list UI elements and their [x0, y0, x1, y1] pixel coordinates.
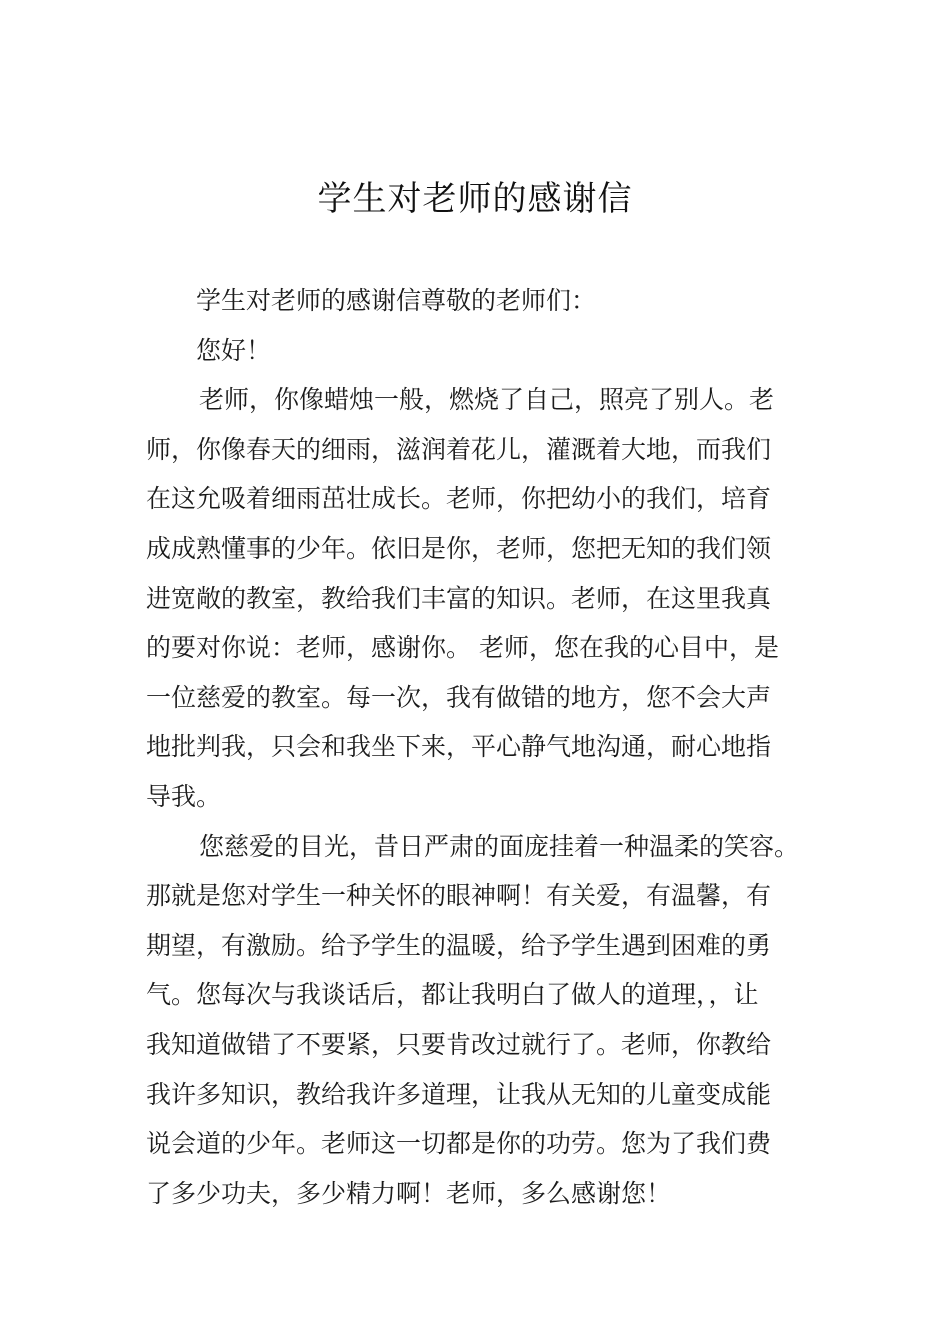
paragraph-1-line: 师，你像春天的细雨，滋润着花儿，灌溉着大地，而我们	[146, 434, 772, 464]
paragraph-1-line: 成成熟懂事的少年。依旧是你，老师，您把无知的我们领	[146, 533, 772, 563]
paragraph-1-line: 导我。	[146, 781, 222, 811]
paragraph-2-line: 那就是您对学生一种关怀的眼神啊！有关爱，有温馨，有	[146, 881, 772, 911]
paragraph-1-line: 一位慈爱的教室。每一次，我有做错的地方，您不会大声	[146, 682, 772, 712]
paragraph-1-line: 进宽敞的教室，教给我们丰富的知识。老师，在这里我真	[146, 583, 772, 613]
paragraph-2-line: 我知道做错了不要紧，只要肯改过就行了。老师，你教给	[146, 1029, 772, 1059]
letter-body	[146, 276, 806, 1218]
paragraph-2-line: 您慈爱的目光，昔日严肃的面庞挂着一种温柔的笑容。	[199, 831, 800, 861]
paragraph-2-line: 了多少功夫，多少精力啊！老师，多么感谢您！	[146, 1178, 672, 1208]
greeting-line: 您好！	[196, 335, 272, 365]
paragraph-2-line: 说会道的少年。老师这一切都是你的功劳。您为了我们费	[146, 1129, 772, 1159]
paragraph-2-line: 气。您每次与我谈话后，都让我明白了做人的道理，，让	[146, 980, 759, 1010]
paragraph-2-line: 我许多知识，教给我许多道理，让我从无知的儿童变成能	[146, 1079, 772, 1109]
paragraph-1-line: 在这允吸着细雨茁壮成长。老师，你把幼小的我们，培育	[146, 484, 772, 514]
paragraph-1-line: 地批判我，只会和我坐下来，平心静气地沟通，耐心地指	[146, 732, 772, 762]
paragraph-1-line: 的要对你说：老师，感谢你。 老师，您在我的心目中，是	[146, 633, 779, 663]
paragraph-2-line: 期望，有激励。给予学生的温暖，给予学生遇到困难的勇	[146, 930, 772, 960]
paragraph-1-line: 老师，你像蜡烛一般，燃烧了自己，照亮了别人。老	[199, 385, 775, 415]
document-title: 学生对老师的感谢信	[317, 179, 633, 219]
salutation-line: 学生对老师的感谢信尊敬的老师们：	[196, 286, 597, 315]
